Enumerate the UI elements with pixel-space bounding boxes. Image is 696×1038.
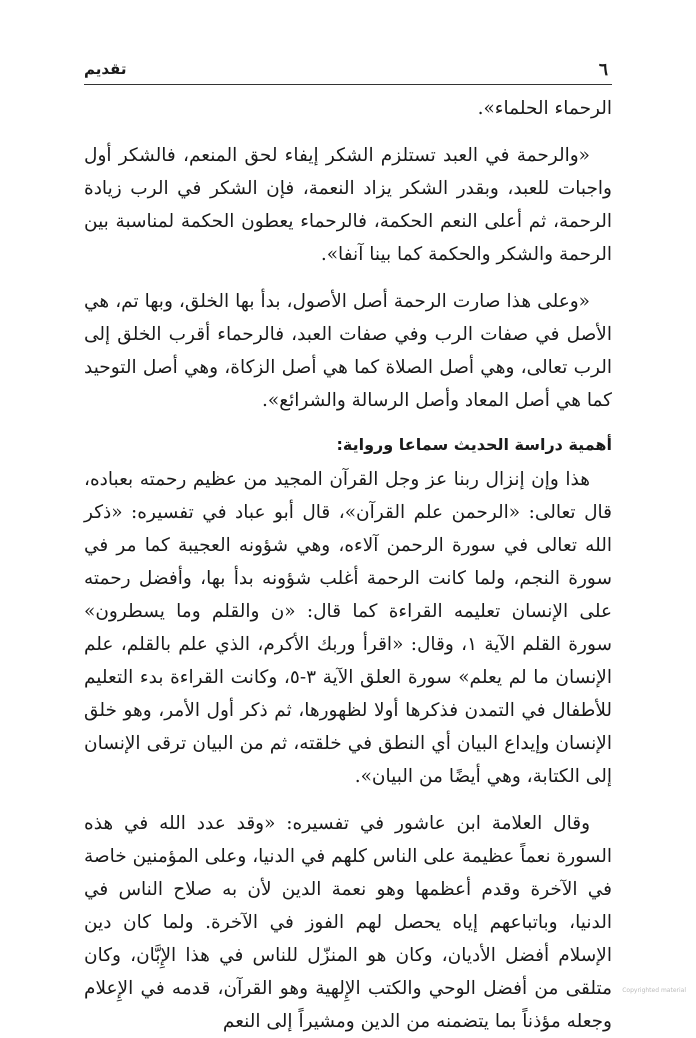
paragraph-ibn-ashur: وقال العلامة ابن عاشور في تفسيره: «وقد عدد الله في هذه السورة نعماً عظيمة على الناس كلهم في الدنيا، وعلى المؤمنين خاصة في الآخرة وقدم أعظمها وهو نعمة الدين لأن به صلاح الناس في الدنيا، وباتباعهم إياه يحصل لهم الفوز في الآخرة. ولما كان دين الإسلام أفضل الأديان، وكان هو المنزّل للناس في هذا الإِبَّان، وكان متلقى من أفضل الوحي والكتب الإِلهية وهو القرآن، قدمه في الإِعلام وجعله مؤذناً بما يتضمنه من الدين ومشيراً إلى النعم: [84, 813, 612, 1032]
copyright-watermark: Copyrighted material: [622, 987, 686, 994]
section-heading: أهمية دراسة الحديث سماعا ورواية:: [336, 435, 612, 454]
running-title: تقديم: [84, 60, 127, 78]
page-body: [84, 92, 612, 1038]
page-number: ٦: [598, 60, 608, 80]
paragraph-continuation: الرحماء الحلماء».: [477, 98, 612, 119]
paragraph-quote-mercy-origin: «وعلى هذا صارت الرحمة أصل الأصول، بدأ بها الخلق، وبها تم، هي الأصل في صفات الرب وفي صفات العبد، فالرحماء أقرب الخلق إلى الرب تعالى، وهي أصل الصلاة كما هي أصل الزكاة، وهي أصل التوحيد كما هي أصل المعاد وأصل الرسالة والشرائع».: [84, 291, 612, 411]
page-header: [84, 58, 612, 85]
paragraph-quote-gratitude: «والرحمة في العبد تستلزم الشكر إيفاء لحق المنعم، فالشكر أول واجبات للعبد، وبقدر الشكر يزاد النعمة، فإن الشكر في الرب زيادة الرحمة، ثم أعلى النعم الحكمة، فالرحماء يعطون الحكمة لمناسبة بين الرحمة والشكر والحكمة كما بينا آنفا».: [84, 145, 612, 265]
paragraph-quran-revelation: هذا وإن إنزال ربنا عز وجل القرآن المجيد من عظيم رحمته بعباده، قال تعالى: «الرحمن علم القرآن»، قال أبو عباد في تفسيره: «ذكر الله تعالى في سورة الرحمن آلاءه، وهي شؤونه العجيبة كما مر في سورة النجم، ولما كانت الرحمة أغلب شؤونه بدأ بها، وأفضل رحمته على الإنسان تعليمه القراءة كما قال: «ن والقلم وما يسطرون» سورة القلم الآية ١، وقال: «اقرأ وربك الأكرم، الذي علم بالقلم، علم الإنسان ما لم يعلم» سورة العلق الآية ٣-٥، وكانت القراءة بدء التعليم للأطفال في التمدن فذكرها أولا لظهورها، ثم ذكر أول الأمر، وهو خلق الإنسان وإيداع البيان أي النطق في خلقته، ثم من البيان ترقى الإنسان إلى الكتابة، وهي أيضًا من البيان».: [84, 469, 612, 787]
